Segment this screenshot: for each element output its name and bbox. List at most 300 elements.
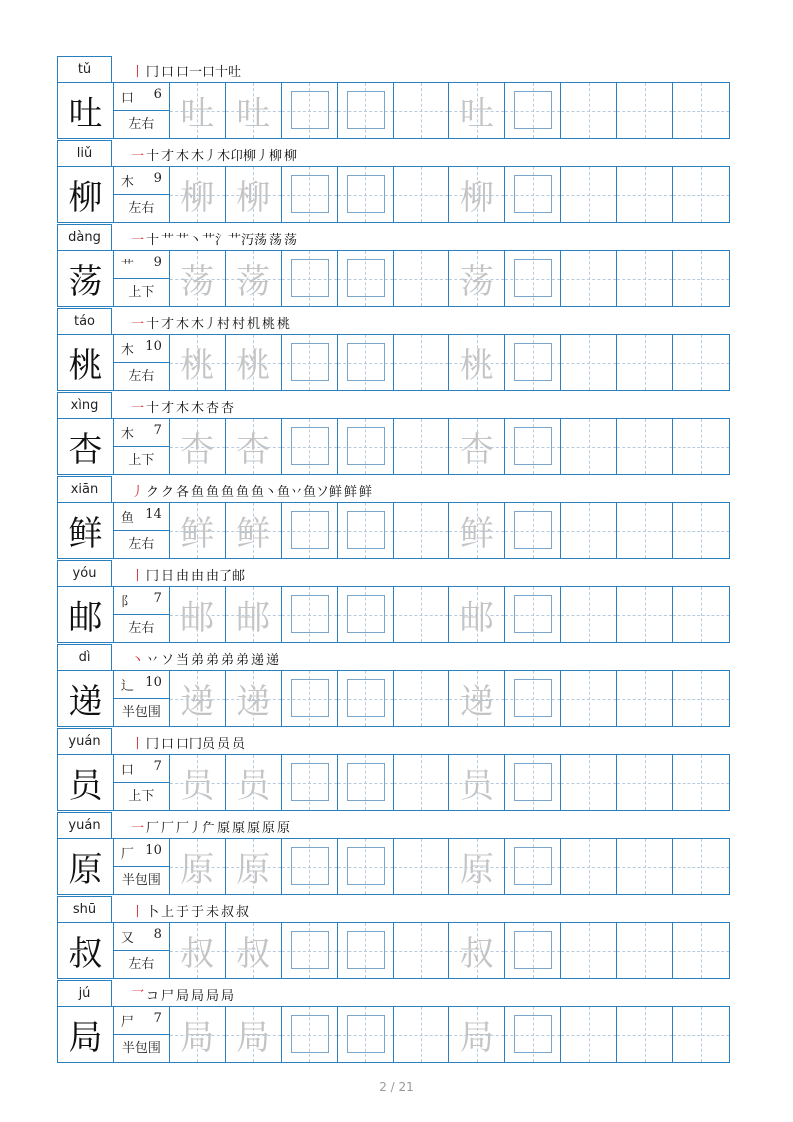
radical: 木 bbox=[120, 175, 134, 190]
practice-cell[interactable] bbox=[394, 1007, 450, 1062]
practice-cell[interactable] bbox=[449, 419, 505, 474]
practice-cell[interactable] bbox=[617, 587, 673, 642]
practice-cell[interactable] bbox=[561, 251, 617, 306]
stroke-step: 一 bbox=[131, 400, 145, 416]
stroke-step: 乛 bbox=[131, 988, 145, 1004]
practice-cell[interactable] bbox=[449, 251, 505, 306]
trace-character: 柳 bbox=[459, 178, 494, 218]
inner-square bbox=[514, 427, 552, 465]
practice-cell[interactable] bbox=[170, 671, 226, 726]
practice-cell[interactable] bbox=[505, 839, 561, 894]
structure-label: 半包围 bbox=[114, 1034, 169, 1062]
practice-row bbox=[57, 586, 730, 643]
stroke-step: コ bbox=[146, 988, 160, 1004]
stroke-step: 丨 bbox=[131, 736, 145, 752]
practice-cell[interactable] bbox=[170, 335, 226, 390]
character-entry bbox=[57, 560, 730, 644]
practice-cell[interactable] bbox=[505, 671, 561, 726]
character-info bbox=[114, 335, 170, 390]
character-entry bbox=[57, 728, 730, 812]
model-character: 鲜 bbox=[58, 503, 114, 558]
practice-cell[interactable] bbox=[449, 839, 505, 894]
model-character: 桃 bbox=[58, 335, 114, 390]
page-number: 2 / 21 bbox=[379, 1080, 414, 1094]
practice-cell[interactable] bbox=[338, 755, 394, 810]
trace-character: 叔 bbox=[459, 934, 494, 974]
practice-cell[interactable] bbox=[282, 335, 338, 390]
trace-character: 柳 bbox=[180, 178, 215, 218]
practice-cell[interactable] bbox=[282, 671, 338, 726]
stroke-step: 鲜 bbox=[359, 484, 373, 500]
trace-character: 杏 bbox=[236, 430, 271, 470]
practice-cell[interactable] bbox=[505, 419, 561, 474]
practice-cell[interactable] bbox=[282, 503, 338, 558]
character-info bbox=[114, 587, 170, 642]
stroke-step: 机 bbox=[247, 316, 261, 332]
practice-cell[interactable] bbox=[226, 83, 282, 138]
practice-cell[interactable] bbox=[505, 923, 561, 978]
inner-square bbox=[514, 91, 552, 129]
practice-cell[interactable] bbox=[505, 83, 561, 138]
inner-square bbox=[347, 259, 385, 297]
trace-character: 桃 bbox=[236, 346, 271, 386]
trace-character: 桃 bbox=[180, 346, 215, 386]
trace-character: 柳 bbox=[236, 178, 271, 218]
practice-cell[interactable] bbox=[561, 503, 617, 558]
stroke-step: 桃 bbox=[262, 316, 276, 332]
practice-cell[interactable] bbox=[673, 251, 729, 306]
practice-cell[interactable] bbox=[282, 419, 338, 474]
practice-cell[interactable] bbox=[226, 923, 282, 978]
practice-cell[interactable] bbox=[673, 335, 729, 390]
practice-cell[interactable] bbox=[561, 1007, 617, 1062]
inner-square bbox=[291, 91, 329, 129]
practice-cell[interactable] bbox=[617, 251, 673, 306]
radical: 口 bbox=[120, 91, 134, 106]
practice-cell[interactable] bbox=[449, 167, 505, 222]
stroke-step: 村 bbox=[217, 316, 231, 332]
practice-cell[interactable] bbox=[394, 839, 450, 894]
stroke-step: 才 bbox=[161, 316, 175, 332]
stroke-step: ソ bbox=[161, 652, 175, 668]
practice-cell[interactable] bbox=[226, 755, 282, 810]
stroke-step: 尸 bbox=[161, 988, 175, 1004]
stroke-step: 日 bbox=[161, 568, 175, 584]
structure-label: 半包围 bbox=[114, 698, 169, 726]
practice-cell[interactable] bbox=[170, 503, 226, 558]
stroke-order bbox=[131, 59, 243, 81]
practice-cell[interactable] bbox=[617, 335, 673, 390]
character-entry bbox=[57, 896, 730, 980]
character-info bbox=[114, 167, 170, 222]
practice-cell[interactable] bbox=[170, 167, 226, 222]
pinyin-label: yóu bbox=[57, 560, 112, 586]
trace-character: 杏 bbox=[459, 430, 494, 470]
practice-cell[interactable] bbox=[561, 587, 617, 642]
stroke-step: 未 bbox=[206, 904, 220, 920]
trace-character: 递 bbox=[459, 682, 494, 722]
stroke-step: 当 bbox=[176, 652, 190, 668]
practice-cell[interactable] bbox=[282, 1007, 338, 1062]
inner-square bbox=[291, 931, 329, 969]
practice-cell[interactable] bbox=[170, 251, 226, 306]
practice-cell[interactable] bbox=[282, 923, 338, 978]
practice-cell[interactable] bbox=[449, 587, 505, 642]
stroke-step: 厂 bbox=[161, 820, 175, 836]
stroke-step: 上 bbox=[161, 904, 175, 920]
practice-cell[interactable] bbox=[449, 671, 505, 726]
inner-square bbox=[291, 595, 329, 633]
stroke-count: 9 bbox=[153, 171, 162, 186]
trace-character: 原 bbox=[236, 850, 271, 890]
practice-cell[interactable] bbox=[449, 755, 505, 810]
character-info bbox=[114, 419, 170, 474]
practice-cell[interactable] bbox=[449, 83, 505, 138]
practice-cell[interactable] bbox=[226, 335, 282, 390]
stroke-count: 9 bbox=[153, 255, 162, 270]
practice-cell[interactable] bbox=[170, 923, 226, 978]
stroke-step: 鲜 bbox=[329, 484, 343, 500]
practice-cell[interactable] bbox=[282, 755, 338, 810]
stroke-step: 于 bbox=[176, 904, 190, 920]
trace-character: 局 bbox=[180, 1018, 215, 1058]
inner-square bbox=[291, 259, 329, 297]
stroke-step: 十 bbox=[146, 148, 160, 164]
practice-cell[interactable] bbox=[338, 587, 394, 642]
stroke-step: 厡 bbox=[247, 820, 261, 836]
inner-square bbox=[291, 1015, 329, 1053]
practice-cell[interactable] bbox=[226, 419, 282, 474]
stroke-order bbox=[131, 479, 374, 501]
practice-cell[interactable] bbox=[673, 83, 729, 138]
practice-cell[interactable] bbox=[338, 167, 394, 222]
structure-label: 上下 bbox=[114, 278, 169, 306]
practice-cell[interactable] bbox=[449, 923, 505, 978]
practice-row bbox=[57, 670, 730, 727]
practice-cell[interactable] bbox=[226, 167, 282, 222]
stroke-count: 10 bbox=[145, 339, 162, 354]
stroke-count: 10 bbox=[145, 675, 162, 690]
trace-character: 叔 bbox=[180, 934, 215, 974]
stroke-step: 才 bbox=[161, 148, 175, 164]
stroke-step: 厡 bbox=[232, 820, 246, 836]
practice-cell[interactable] bbox=[282, 167, 338, 222]
practice-cell[interactable] bbox=[561, 839, 617, 894]
practice-cell[interactable] bbox=[226, 671, 282, 726]
stroke-step: 一 bbox=[131, 148, 145, 164]
practice-cell[interactable] bbox=[617, 83, 673, 138]
practice-row bbox=[57, 1006, 730, 1063]
trace-character: 杏 bbox=[180, 430, 215, 470]
practice-cell[interactable] bbox=[394, 671, 450, 726]
stroke-order bbox=[131, 731, 247, 753]
trace-character: 鲜 bbox=[459, 514, 494, 554]
stroke-step: 荡 bbox=[284, 232, 298, 248]
practice-cell[interactable] bbox=[338, 83, 394, 138]
inner-square bbox=[347, 763, 385, 801]
structure-label: 左右 bbox=[114, 530, 169, 558]
stroke-step: 木卬 bbox=[217, 148, 244, 164]
practice-cell[interactable] bbox=[338, 839, 394, 894]
practice-cell[interactable] bbox=[394, 335, 450, 390]
model-character: 员 bbox=[58, 755, 114, 810]
inner-square bbox=[347, 343, 385, 381]
stroke-step: 木 bbox=[176, 316, 190, 332]
practice-row bbox=[57, 502, 730, 559]
stroke-step: 鱼 bbox=[206, 484, 220, 500]
pinyin-label: shū bbox=[57, 896, 112, 922]
pinyin-label: jú bbox=[57, 980, 112, 1006]
practice-cell[interactable] bbox=[561, 671, 617, 726]
character-entry bbox=[57, 56, 730, 140]
inner-square bbox=[291, 511, 329, 549]
practice-cell[interactable] bbox=[338, 503, 394, 558]
practice-cell[interactable] bbox=[617, 419, 673, 474]
stroke-order bbox=[131, 563, 247, 585]
stroke-step: ク bbox=[146, 484, 160, 500]
model-character: 荡 bbox=[58, 251, 114, 306]
character-info bbox=[114, 671, 170, 726]
stroke-count: 7 bbox=[153, 591, 162, 606]
inner-square bbox=[347, 1015, 385, 1053]
practice-cell[interactable] bbox=[449, 335, 505, 390]
practice-cell[interactable] bbox=[561, 335, 617, 390]
practice-cell[interactable] bbox=[617, 503, 673, 558]
practice-cell[interactable] bbox=[617, 167, 673, 222]
radical: 木 bbox=[120, 427, 134, 442]
practice-cell[interactable] bbox=[394, 251, 450, 306]
practice-cell[interactable] bbox=[561, 419, 617, 474]
model-character: 原 bbox=[58, 839, 114, 894]
practice-cell[interactable] bbox=[170, 839, 226, 894]
practice-cell[interactable] bbox=[226, 1007, 282, 1062]
trace-character: 递 bbox=[180, 682, 215, 722]
practice-cell[interactable] bbox=[561, 83, 617, 138]
stroke-step: 柳 bbox=[269, 148, 283, 164]
stroke-step: 厃 bbox=[202, 820, 216, 836]
practice-row bbox=[57, 754, 730, 811]
stroke-step: ク bbox=[161, 484, 175, 500]
trace-character: 局 bbox=[459, 1018, 494, 1058]
practice-cell[interactable] bbox=[617, 755, 673, 810]
practice-cell[interactable] bbox=[226, 839, 282, 894]
trace-character: 局 bbox=[236, 1018, 271, 1058]
practice-row bbox=[57, 334, 730, 391]
stroke-step: 柳 bbox=[284, 148, 298, 164]
stroke-step: 十 bbox=[146, 316, 160, 332]
stroke-step: 柳丿 bbox=[243, 148, 270, 164]
structure-label: 上下 bbox=[114, 446, 169, 474]
practice-cell[interactable] bbox=[282, 839, 338, 894]
stroke-step: 弟 bbox=[221, 652, 235, 668]
pinyin-label: táo bbox=[57, 308, 112, 334]
practice-cell[interactable] bbox=[673, 839, 729, 894]
practice-cell[interactable] bbox=[282, 83, 338, 138]
practice-cell[interactable] bbox=[394, 83, 450, 138]
radical: 辶 bbox=[120, 679, 134, 694]
practice-cell[interactable] bbox=[673, 1007, 729, 1062]
practice-cell[interactable] bbox=[394, 755, 450, 810]
practice-cell[interactable] bbox=[505, 1007, 561, 1062]
stroke-step: 杏 bbox=[206, 400, 220, 416]
inner-square bbox=[291, 679, 329, 717]
stroke-step: 一 bbox=[131, 820, 145, 836]
trace-character: 叔 bbox=[236, 934, 271, 974]
trace-character: 邮 bbox=[180, 598, 215, 638]
practice-cell[interactable] bbox=[505, 755, 561, 810]
stroke-step: 口冂 bbox=[176, 736, 203, 752]
practice-cell[interactable] bbox=[338, 419, 394, 474]
stroke-count: 7 bbox=[153, 759, 162, 774]
trace-character: 吐 bbox=[236, 94, 271, 134]
practice-cell[interactable] bbox=[673, 503, 729, 558]
practice-cell[interactable] bbox=[561, 923, 617, 978]
stroke-step: 鱼 bbox=[221, 484, 235, 500]
radical: 尸 bbox=[120, 1015, 134, 1030]
practice-cell[interactable] bbox=[505, 503, 561, 558]
practice-cell[interactable] bbox=[170, 419, 226, 474]
trace-character: 邮 bbox=[236, 598, 271, 638]
practice-cell[interactable] bbox=[394, 587, 450, 642]
stroke-step: 递 bbox=[251, 652, 265, 668]
practice-cell[interactable] bbox=[505, 167, 561, 222]
radical: 厂 bbox=[120, 847, 134, 862]
inner-square bbox=[347, 91, 385, 129]
practice-cell[interactable] bbox=[170, 1007, 226, 1062]
pinyin-label: dì bbox=[57, 644, 112, 670]
stroke-step: 丶 bbox=[131, 652, 145, 668]
practice-cell[interactable] bbox=[170, 83, 226, 138]
stroke-step: 叔 bbox=[221, 904, 235, 920]
trace-character: 鲜 bbox=[236, 514, 271, 554]
character-entry bbox=[57, 980, 730, 1064]
practice-cell[interactable] bbox=[170, 755, 226, 810]
stroke-step: 鱼丶 bbox=[251, 484, 278, 500]
stroke-step: 由了 bbox=[206, 568, 233, 584]
stroke-count: 14 bbox=[145, 507, 162, 522]
practice-cell[interactable] bbox=[617, 671, 673, 726]
practice-cell[interactable] bbox=[282, 251, 338, 306]
practice-cell[interactable] bbox=[505, 335, 561, 390]
practice-cell[interactable] bbox=[282, 587, 338, 642]
stroke-step: 艹 bbox=[161, 232, 175, 248]
practice-cell[interactable] bbox=[561, 755, 617, 810]
practice-cell[interactable] bbox=[673, 419, 729, 474]
inner-square bbox=[291, 343, 329, 381]
practice-cell[interactable] bbox=[338, 671, 394, 726]
inner-square bbox=[514, 595, 552, 633]
stroke-step: 弟 bbox=[236, 652, 250, 668]
radical: 鱼 bbox=[120, 511, 134, 526]
practice-cell[interactable] bbox=[170, 587, 226, 642]
character-entry bbox=[57, 812, 730, 896]
inner-square bbox=[514, 931, 552, 969]
structure-label: 半包围 bbox=[114, 866, 169, 894]
practice-cell[interactable] bbox=[673, 923, 729, 978]
stroke-step: 鱼 bbox=[191, 484, 205, 500]
practice-cell[interactable] bbox=[394, 167, 450, 222]
practice-row bbox=[57, 838, 730, 895]
stroke-step: 十 bbox=[146, 400, 160, 416]
trace-character: 员 bbox=[459, 766, 494, 806]
stroke-step: 艹丶 bbox=[176, 232, 203, 248]
stroke-order bbox=[131, 311, 292, 333]
practice-cell[interactable] bbox=[617, 839, 673, 894]
practice-cell[interactable] bbox=[505, 251, 561, 306]
stroke-step: 杏 bbox=[221, 400, 235, 416]
practice-cell[interactable] bbox=[617, 923, 673, 978]
practice-cell[interactable] bbox=[673, 587, 729, 642]
stroke-step: 吐 bbox=[228, 64, 242, 80]
practice-cell[interactable] bbox=[338, 1007, 394, 1062]
practice-cell[interactable] bbox=[338, 923, 394, 978]
practice-cell[interactable] bbox=[338, 251, 394, 306]
practice-cell[interactable] bbox=[449, 1007, 505, 1062]
stroke-step: 桃 bbox=[277, 316, 291, 332]
trace-character: 递 bbox=[236, 682, 271, 722]
stroke-step: 厡 bbox=[217, 820, 231, 836]
radical: 阝 bbox=[120, 595, 134, 610]
stroke-step: 鱼ソ bbox=[303, 484, 330, 500]
stroke-step: 鱼 bbox=[236, 484, 250, 500]
inner-square bbox=[347, 679, 385, 717]
character-entry bbox=[57, 308, 730, 392]
practice-cell[interactable] bbox=[226, 587, 282, 642]
stroke-step: 厂丿 bbox=[176, 820, 203, 836]
model-character: 递 bbox=[58, 671, 114, 726]
pinyin-label: xìng bbox=[57, 392, 112, 418]
inner-square bbox=[514, 343, 552, 381]
practice-cell[interactable] bbox=[226, 251, 282, 306]
inner-square bbox=[514, 1015, 552, 1053]
practice-cell[interactable] bbox=[673, 755, 729, 810]
practice-cell[interactable] bbox=[673, 671, 729, 726]
stroke-order bbox=[131, 899, 251, 921]
practice-cell[interactable] bbox=[394, 503, 450, 558]
practice-cell[interactable] bbox=[226, 503, 282, 558]
practice-cell[interactable] bbox=[394, 923, 450, 978]
practice-cell[interactable] bbox=[617, 1007, 673, 1062]
stroke-step: 冂 bbox=[146, 64, 160, 80]
stroke-step: 艹氵 bbox=[202, 232, 229, 248]
stroke-count: 7 bbox=[153, 1011, 162, 1026]
stroke-count: 7 bbox=[153, 423, 162, 438]
stroke-step: 弟 bbox=[206, 652, 220, 668]
practice-cell[interactable] bbox=[561, 167, 617, 222]
stroke-step: 木丿 bbox=[191, 316, 218, 332]
stroke-step: 冂 bbox=[146, 568, 160, 584]
stroke-step: 原 bbox=[262, 820, 276, 836]
stroke-step: 艹汅 bbox=[228, 232, 255, 248]
practice-cell[interactable] bbox=[449, 503, 505, 558]
pinyin-label: xiān bbox=[57, 476, 112, 502]
structure-label: 上下 bbox=[114, 782, 169, 810]
trace-character: 吐 bbox=[180, 94, 215, 134]
trace-character: 邮 bbox=[459, 598, 494, 638]
trace-character: 鲜 bbox=[180, 514, 215, 554]
character-entry bbox=[57, 644, 730, 728]
practice-cell[interactable] bbox=[394, 419, 450, 474]
trace-character: 员 bbox=[236, 766, 271, 806]
pinyin-label: yuán bbox=[57, 812, 112, 838]
practice-cell[interactable] bbox=[505, 587, 561, 642]
trace-character: 荡 bbox=[180, 262, 215, 302]
practice-cell[interactable] bbox=[673, 167, 729, 222]
trace-character: 吐 bbox=[459, 94, 494, 134]
stroke-step: 十 bbox=[146, 232, 160, 248]
inner-square bbox=[514, 679, 552, 717]
practice-cell[interactable] bbox=[338, 335, 394, 390]
